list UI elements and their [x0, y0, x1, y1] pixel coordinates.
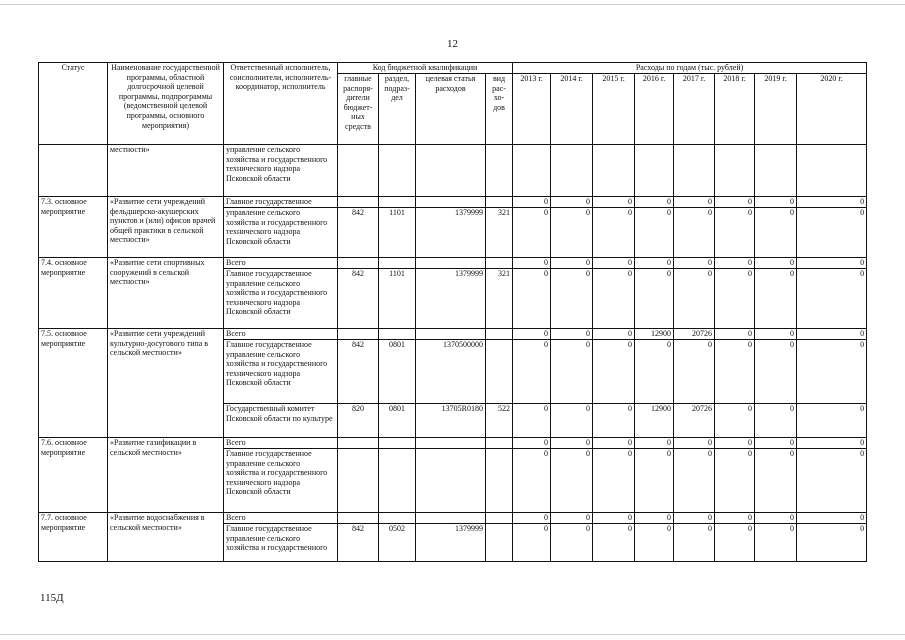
csr-cell — [416, 258, 486, 269]
value-cell: 0 — [797, 404, 867, 438]
value-cell: 0 — [513, 197, 551, 208]
csr-cell: 1379999 — [416, 208, 486, 258]
status-cell: 7.5. основное мероприятие — [39, 329, 108, 438]
grbs-cell: 842 — [338, 269, 379, 329]
value-cell: 0 — [593, 340, 635, 404]
grbs-cell — [338, 329, 379, 340]
value-cell: 0 — [755, 208, 797, 258]
value-cell: 0 — [593, 258, 635, 269]
grbs-cell: 842 — [338, 340, 379, 404]
value-cell: 12900 — [635, 404, 674, 438]
value-cell: 0 — [797, 258, 867, 269]
page-number: 12 — [447, 38, 458, 50]
value-cell: 0 — [513, 258, 551, 269]
value-cell: 0 — [635, 269, 674, 329]
value-cell: 0 — [797, 513, 867, 524]
status-cell — [39, 145, 108, 197]
grbs-cell: 842 — [338, 208, 379, 258]
rzpr-cell: 1101 — [379, 208, 416, 258]
value-cell: 0 — [551, 197, 593, 208]
value-cell: 0 — [715, 258, 755, 269]
vr-cell — [486, 340, 513, 404]
value-cell: 0 — [593, 513, 635, 524]
value-cell: 0 — [755, 197, 797, 208]
grbs-cell: 842 — [338, 524, 379, 562]
grbs-cell — [338, 438, 379, 449]
value-cell: 0 — [674, 449, 715, 513]
executor-cell: Всего — [224, 258, 338, 269]
rzpr-cell — [379, 438, 416, 449]
value-cell: 0 — [674, 340, 715, 404]
vr-cell — [486, 449, 513, 513]
vr-cell — [486, 438, 513, 449]
header-year: 2017 г. — [674, 74, 715, 145]
grbs-cell — [338, 449, 379, 513]
value-cell: 12900 — [635, 329, 674, 340]
csr-cell: 13705R0180 — [416, 404, 486, 438]
value-cell: 0 — [755, 340, 797, 404]
value-cell: 0 — [513, 438, 551, 449]
value-cell: 0 — [674, 513, 715, 524]
value-cell: 0 — [513, 329, 551, 340]
value-cell: 0 — [551, 404, 593, 438]
value-cell: 0 — [755, 404, 797, 438]
scan-edge-bottom — [0, 634, 905, 635]
value-cell: 0 — [551, 438, 593, 449]
program-name-cell: «Развитие сети спортивных сооружений в сельской местности» — [108, 258, 224, 329]
program-name-cell: «Развитие газификации в сельской местности» — [108, 438, 224, 513]
executor-cell: Всего — [224, 329, 338, 340]
value-cell: 0 — [797, 208, 867, 258]
header-budget-code: Код бюджетной квалификации — [338, 63, 513, 74]
value-cell: 0 — [593, 438, 635, 449]
value-cell: 0 — [513, 513, 551, 524]
value-cell: 0 — [513, 449, 551, 513]
executor-cell: Главное государственное управление сельского хозяйства и государственного технического надзора Псковской области — [224, 340, 338, 404]
footer-mark: 115Д — [40, 592, 64, 604]
executor-cell: Главное государственное управление сельского хозяйства и государственного технического надзора Псковской области — [224, 449, 338, 513]
csr-cell — [416, 197, 486, 208]
value-cell: 0 — [551, 524, 593, 562]
value-cell: 0 — [715, 404, 755, 438]
value-cell: 0 — [593, 329, 635, 340]
executor-cell: Всего — [224, 513, 338, 524]
value-cell: 20726 — [674, 329, 715, 340]
rzpr-cell: 0801 — [379, 404, 416, 438]
header-year: 2019 г. — [755, 74, 797, 145]
header-expenses: Расходы по годам (тыс. рублей) — [513, 63, 867, 74]
value-cell: 0 — [797, 269, 867, 329]
vr-cell: 321 — [486, 208, 513, 258]
value-cell: 0 — [593, 524, 635, 562]
header-year: 2015 г. — [593, 74, 635, 145]
header-program-name: Наименование государственной программы, областной долгосрочной целевой программы, подпрограммы (ведомственной целевой программы, основного мероприятия) — [108, 63, 224, 145]
header-year: 2014 г. — [551, 74, 593, 145]
value-cell: 0 — [755, 329, 797, 340]
value-cell: 0 — [551, 513, 593, 524]
value-cell: 0 — [755, 438, 797, 449]
value-cell: 0 — [715, 197, 755, 208]
header-status: Статус — [39, 63, 108, 145]
header-year: 2020 г. — [797, 74, 867, 145]
value-cell: 0 — [635, 208, 674, 258]
header-rzpr: раздел, подраз-дел — [379, 74, 416, 145]
rzpr-cell — [379, 449, 416, 513]
program-name-cell: «Развитие сети учреждений фельдшерско-акушерских пунктов и (или) офисов врачей общей практики в сельской местности» — [108, 197, 224, 258]
value-cell: 0 — [513, 269, 551, 329]
executor-cell: Главное государственное — [224, 197, 338, 208]
vr-cell: 321 — [486, 269, 513, 329]
value-cell: 0 — [551, 208, 593, 258]
value-cell: 0 — [715, 329, 755, 340]
value-cell: 0 — [797, 340, 867, 404]
header-year: 2018 г. — [715, 74, 755, 145]
value-cell: 0 — [755, 513, 797, 524]
rzpr-cell — [379, 513, 416, 524]
value-cell: 0 — [674, 197, 715, 208]
csr-cell — [416, 449, 486, 513]
vr-cell — [486, 524, 513, 562]
value-cell: 0 — [715, 513, 755, 524]
status-cell: 7.7. основное мероприятие — [39, 513, 108, 562]
value-cell: 0 — [755, 524, 797, 562]
rzpr-cell — [379, 329, 416, 340]
value-cell: 0 — [551, 329, 593, 340]
table-row — [39, 197, 867, 208]
executor-cell: Государственный комитет Псковской области по культуре — [224, 404, 338, 438]
table-row — [39, 329, 867, 340]
status-cell: 7.6. основное мероприятие — [39, 438, 108, 513]
value-cell: 0 — [674, 208, 715, 258]
value-cell: 0 — [797, 438, 867, 449]
header-year: 2013 г. — [513, 74, 551, 145]
executor-cell: Главное государственное управление сельского хозяйства и государственного технического надзора Псковской области — [224, 269, 338, 329]
value-cell: 0 — [593, 449, 635, 513]
budget-table — [38, 62, 867, 562]
value-cell: 0 — [551, 340, 593, 404]
executor-cell: управление сельского хозяйства и государственного технического надзора Псковской области — [224, 145, 338, 197]
vr-cell — [486, 197, 513, 208]
rzpr-cell: 0801 — [379, 340, 416, 404]
grbs-cell — [338, 258, 379, 269]
value-cell: 0 — [635, 449, 674, 513]
value-cell: 0 — [755, 449, 797, 513]
vr-cell — [486, 513, 513, 524]
value-cell: 0 — [635, 197, 674, 208]
value-cell: 0 — [593, 197, 635, 208]
csr-cell — [416, 513, 486, 524]
header-year: 2016 г. — [635, 74, 674, 145]
csr-cell: 1370500000 — [416, 340, 486, 404]
value-cell: 0 — [635, 513, 674, 524]
value-cell: 0 — [635, 340, 674, 404]
value-cell: 0 — [593, 269, 635, 329]
header-grbs: главные распоря-дители бюджет-ных средств — [338, 74, 379, 145]
status-cell: 7.3. основное мероприятие — [39, 197, 108, 258]
table-row — [39, 145, 867, 197]
vr-cell — [486, 329, 513, 340]
csr-cell — [416, 329, 486, 340]
rzpr-cell: 1101 — [379, 269, 416, 329]
csr-cell — [416, 438, 486, 449]
value-cell: 0 — [513, 524, 551, 562]
value-cell: 0 — [551, 258, 593, 269]
value-cell: 0 — [551, 269, 593, 329]
value-cell: 20726 — [674, 404, 715, 438]
program-name-cell: «Развитие водоснабжения в сельской местности» — [108, 513, 224, 562]
csr-cell: 1379999 — [416, 524, 486, 562]
value-cell: 0 — [593, 208, 635, 258]
scan-edge-top — [0, 4, 905, 5]
value-cell: 0 — [715, 340, 755, 404]
table-row — [39, 513, 867, 524]
value-cell: 0 — [715, 524, 755, 562]
value-cell: 0 — [674, 524, 715, 562]
value-cell: 0 — [797, 524, 867, 562]
value-cell: 0 — [755, 258, 797, 269]
value-cell: 0 — [513, 340, 551, 404]
value-cell: 0 — [593, 404, 635, 438]
value-cell: 0 — [513, 404, 551, 438]
grbs-cell — [338, 513, 379, 524]
value-cell: 0 — [674, 438, 715, 449]
header-vr: вид рас-хо-дов — [486, 74, 513, 145]
status-cell: 7.4. основное мероприятие — [39, 258, 108, 329]
value-cell: 0 — [635, 438, 674, 449]
vr-cell — [486, 258, 513, 269]
grbs-cell — [338, 197, 379, 208]
program-name-cell: местности» — [108, 145, 224, 197]
rzpr-cell: 0502 — [379, 524, 416, 562]
value-cell: 0 — [715, 269, 755, 329]
value-cell: 0 — [635, 524, 674, 562]
value-cell: 0 — [635, 258, 674, 269]
vr-cell: 522 — [486, 404, 513, 438]
program-name-cell: «Развитие сети учреждений культурно-досугового типа в сельской местности» — [108, 329, 224, 438]
value-cell: 0 — [755, 269, 797, 329]
value-cell: 0 — [674, 258, 715, 269]
value-cell: 0 — [797, 329, 867, 340]
header-csr: целевая статья расходов — [416, 74, 486, 145]
value-cell: 0 — [797, 449, 867, 513]
value-cell: 0 — [513, 208, 551, 258]
header-executor: Ответственный исполнитель, соисполнители, исполнитель-координатор, исполнитель — [224, 63, 338, 145]
csr-cell: 1379999 — [416, 269, 486, 329]
value-cell: 0 — [551, 449, 593, 513]
executor-cell: Всего — [224, 438, 338, 449]
value-cell: 0 — [674, 269, 715, 329]
table-row — [39, 258, 867, 269]
table-row — [39, 438, 867, 449]
rzpr-cell — [379, 258, 416, 269]
value-cell: 0 — [715, 208, 755, 258]
value-cell: 0 — [797, 197, 867, 208]
grbs-cell: 820 — [338, 404, 379, 438]
rzpr-cell — [379, 197, 416, 208]
value-cell: 0 — [715, 449, 755, 513]
value-cell: 0 — [715, 438, 755, 449]
executor-cell: управление сельского хозяйства и государственного технического надзора Псковской области — [224, 208, 338, 258]
executor-cell: Главное государственное управление сельского хозяйства и государственного — [224, 524, 338, 562]
